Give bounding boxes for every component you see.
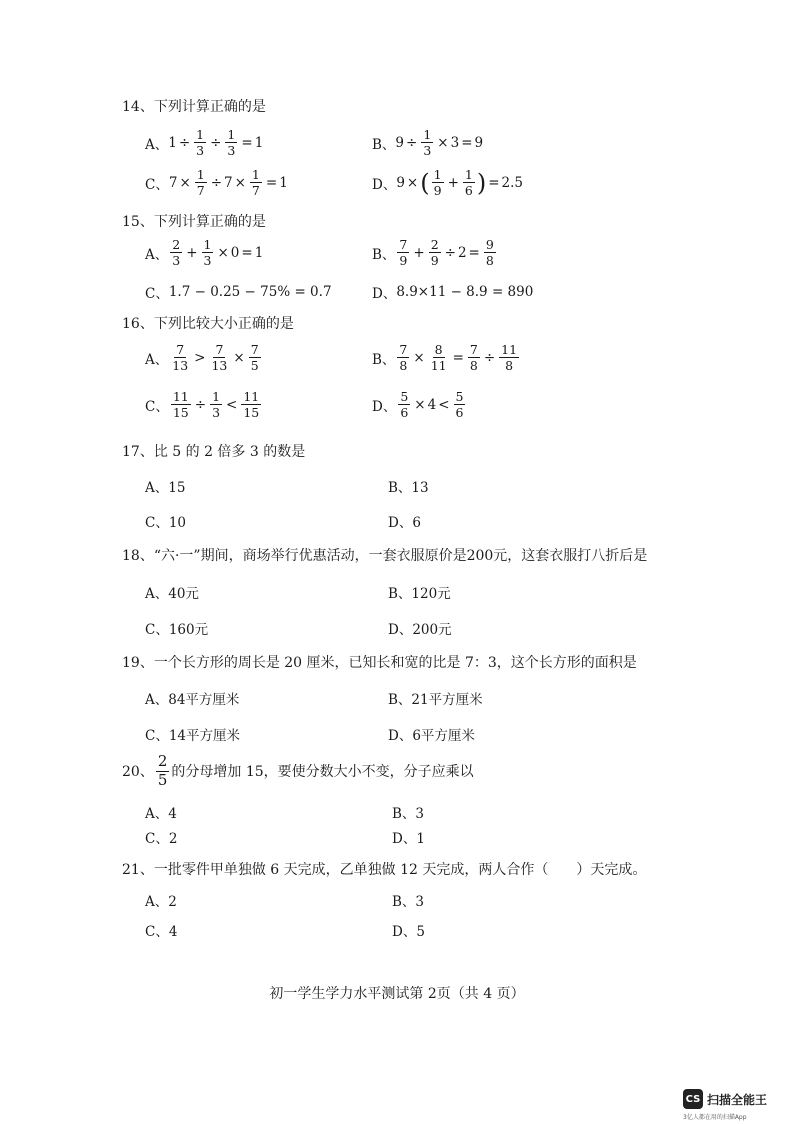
- question-19-stem: 19、一个长方形的周长是 20 厘米，已知长和宽的比是 7：3，这个长方形的面积是: [122, 655, 637, 671]
- question-21-option-d: D、5: [392, 924, 425, 940]
- question-21-option-b: B、3: [392, 894, 425, 910]
- scanner-watermark: [683, 1089, 767, 1109]
- question-14-option-c: C、 7 × $\frac{1}{7}$ ÷ 7 × $\frac{1}{7}$ = 1: [145, 167, 288, 199]
- scanner-tagline: 3亿人都在用的扫描App: [683, 1114, 747, 1121]
- question-17-option-b: B、13: [388, 480, 429, 496]
- question-18-option-d: D、200元: [388, 622, 452, 638]
- question-18-option-a: A、40元: [145, 586, 199, 602]
- question-21-option-a: A、2: [145, 894, 177, 910]
- question-16-option-a: A、 $\frac{7}{13}$ > $\frac{7}{13}$ × $\frac{7}{5}$: [145, 342, 259, 374]
- question-20-stem: 20、 $\frac{2}{5}$ 的分母增加 15，要使分数大小不变，分子应乘以: [122, 752, 474, 789]
- question-15-option-b: B、 $\frac{7}{9}$ + $\frac{2}{9}$ ÷ 2 = $\frac{9}{8}$: [372, 237, 494, 269]
- question-15-option-a: A、 $\frac{2}{3}$ + $\frac{1}{3}$ × 0 = 1: [145, 237, 264, 269]
- scanner-app-name: 扫描全能王: [707, 1092, 768, 1107]
- question-16-option-c: C、 $\frac{11}{15}$ ÷ $\frac{1}{3}$ < $\frac{11}{15}$: [145, 389, 260, 421]
- question-17-option-c: C、10: [145, 515, 187, 531]
- question-14-stem: 14、下列计算正确的是: [122, 99, 266, 115]
- question-19-option-d: D、6平方厘米: [388, 728, 475, 744]
- question-21-option-c: C、4: [145, 924, 178, 940]
- question-14-option-b: B、 9 ÷ $\frac{1}{3}$ × 3 = 9: [372, 127, 484, 159]
- question-19-option-c: C、14平方厘米: [145, 728, 241, 744]
- question-18-stem: 18、“六·一”期间，商场举行优惠活动，一套衣服原价是200元，这套衣服打八折后是: [122, 548, 648, 564]
- question-18-option-c: C、160元: [145, 622, 209, 638]
- question-15-option-c: C、 1.7 − 0.25 − 75% = 0.7: [145, 284, 332, 302]
- camscanner-logo-icon: CS: [683, 1089, 703, 1109]
- question-16-stem: 16、下列比较大小正确的是: [122, 316, 294, 332]
- question-19-option-b: B、21平方厘米: [388, 692, 483, 708]
- question-20-option-c: C、2: [145, 831, 178, 847]
- question-15-option-d: D、 8.9×11 − 8.9 = 890: [372, 284, 534, 302]
- question-15-stem: 15、下列计算正确的是: [122, 214, 266, 230]
- question-14-option-a: A、 1 ÷ $\frac{1}{3}$ ÷ $\frac{1}{3}$ = 1: [145, 127, 264, 159]
- question-18-option-b: B、120元: [388, 586, 451, 602]
- question-17-option-d: D、6: [388, 515, 421, 531]
- question-20-option-d: D、1: [392, 831, 425, 847]
- question-20-option-a: A、4: [145, 806, 177, 822]
- question-17-option-a: A、15: [145, 480, 186, 496]
- question-20-option-b: B、3: [392, 806, 425, 822]
- question-14-option-d: D、 9 × ( $\frac{1}{9}$ + $\frac{1}{6}$ ) = 2.5: [372, 167, 523, 199]
- page-footer: 初一学生学力水平测试第 2页（共 4 页）: [269, 986, 525, 1002]
- question-19-option-a: A、84平方厘米: [145, 692, 240, 708]
- question-21-stem: 21、一批零件甲单独做 6 天完成，乙单独做 12 天完成，两人合作（ ）天完成。: [122, 862, 647, 878]
- question-17-stem: 17、比 5 的 2 倍多 3 的数是: [122, 444, 306, 460]
- question-16-option-b: B、 $\frac{7}{8}$ × $\frac{8}{11}$ = $\frac{7}{8}$ ÷ $\frac{11}{8}$: [372, 342, 518, 374]
- question-16-option-d: D、 $\frac{5}{6}$ × 4 < $\frac{5}{6}$: [372, 389, 464, 421]
